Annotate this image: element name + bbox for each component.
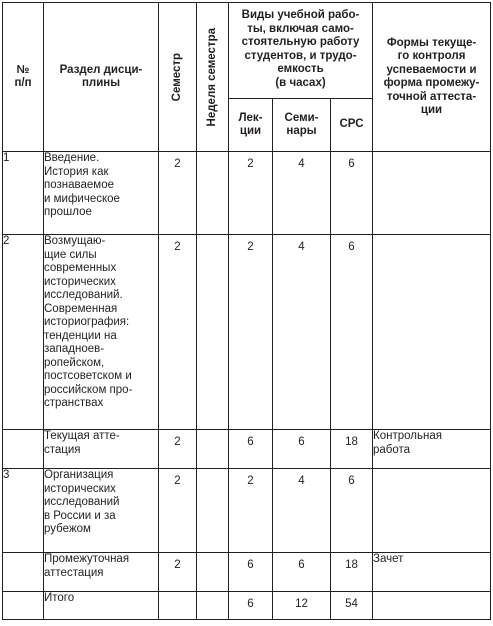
row-semester: 2: [159, 235, 197, 430]
table-row-total: [3, 592, 491, 620]
row-semester: 2: [159, 553, 197, 592]
row-num: [3, 553, 44, 592]
row-semester: 2: [159, 152, 197, 235]
row-week: [197, 469, 229, 553]
row-seminars: 4: [273, 469, 331, 553]
table-row: [3, 235, 491, 430]
row-srs: 6: [331, 235, 373, 430]
row-num: [3, 430, 44, 469]
header-num: № п/п: [3, 3, 44, 152]
row-week: [197, 430, 229, 469]
row-seminars: 6: [273, 553, 331, 592]
header-week: Неделя семестра: [197, 3, 229, 152]
row-form: [373, 235, 491, 430]
header-semester: Семестр: [159, 3, 197, 152]
header-seminars: Семи- нары: [273, 99, 331, 152]
row-week: [197, 152, 229, 235]
row-srs: 18: [331, 553, 373, 592]
curriculum-table: [2, 2, 491, 620]
header-kinds: Виды учебной рабо- ты, включая само- стоятельную работу студентов, и трудо- емкость (в часах): [229, 3, 373, 99]
table-row: [3, 430, 491, 469]
row-num: 3: [3, 469, 44, 553]
header-row-top: [3, 3, 491, 99]
row-seminars: 4: [273, 152, 331, 235]
table-row: [3, 553, 491, 592]
row-num: 1: [3, 152, 44, 235]
row-seminars: 6: [273, 430, 331, 469]
row-section: Итого: [44, 592, 159, 620]
row-form: [373, 592, 491, 620]
header-lectures: Лек- ции: [229, 99, 273, 152]
row-num: [3, 592, 44, 620]
row-form: Контрольная работа: [373, 430, 491, 469]
row-week: [197, 553, 229, 592]
row-lectures: 6: [229, 553, 273, 592]
header-srs: СРС: [331, 99, 373, 152]
row-srs: 54: [331, 592, 373, 620]
row-seminars: 12: [273, 592, 331, 620]
row-num: 2: [3, 235, 44, 430]
row-seminars: 4: [273, 235, 331, 430]
row-lectures: 2: [229, 235, 273, 430]
table-row: [3, 152, 491, 235]
row-semester: [159, 592, 197, 620]
row-section: Текущая атте- стация: [44, 430, 159, 469]
row-semester: 2: [159, 469, 197, 553]
row-section: Промежуточная аттестация: [44, 553, 159, 592]
row-lectures: 2: [229, 152, 273, 235]
row-section: Организация исторических исследований в России и за рубежом: [44, 469, 159, 553]
row-form: [373, 152, 491, 235]
row-lectures: 6: [229, 592, 273, 620]
row-srs: 6: [331, 152, 373, 235]
row-week: [197, 235, 229, 430]
header-section: Раздел дисци- плины: [44, 3, 159, 152]
row-form: Зачет: [373, 553, 491, 592]
header-forms: Формы текуще- го контроля успеваемости и форма промежу- точной аттеста- ции: [373, 3, 491, 152]
row-semester: 2: [159, 430, 197, 469]
row-form: [373, 469, 491, 553]
row-week: [197, 592, 229, 620]
row-lectures: 6: [229, 430, 273, 469]
row-section: Введение. История как познаваемое и мифическое прошлое: [44, 152, 159, 235]
row-srs: 18: [331, 430, 373, 469]
row-lectures: 2: [229, 469, 273, 553]
row-srs: 6: [331, 469, 373, 553]
table-row: [3, 469, 491, 553]
row-section: Возмущаю- щие силы современных исторических исследований. Современная историография: тенденции на западноев- ропейском, постсоветском и российском про- странствах: [44, 235, 159, 430]
